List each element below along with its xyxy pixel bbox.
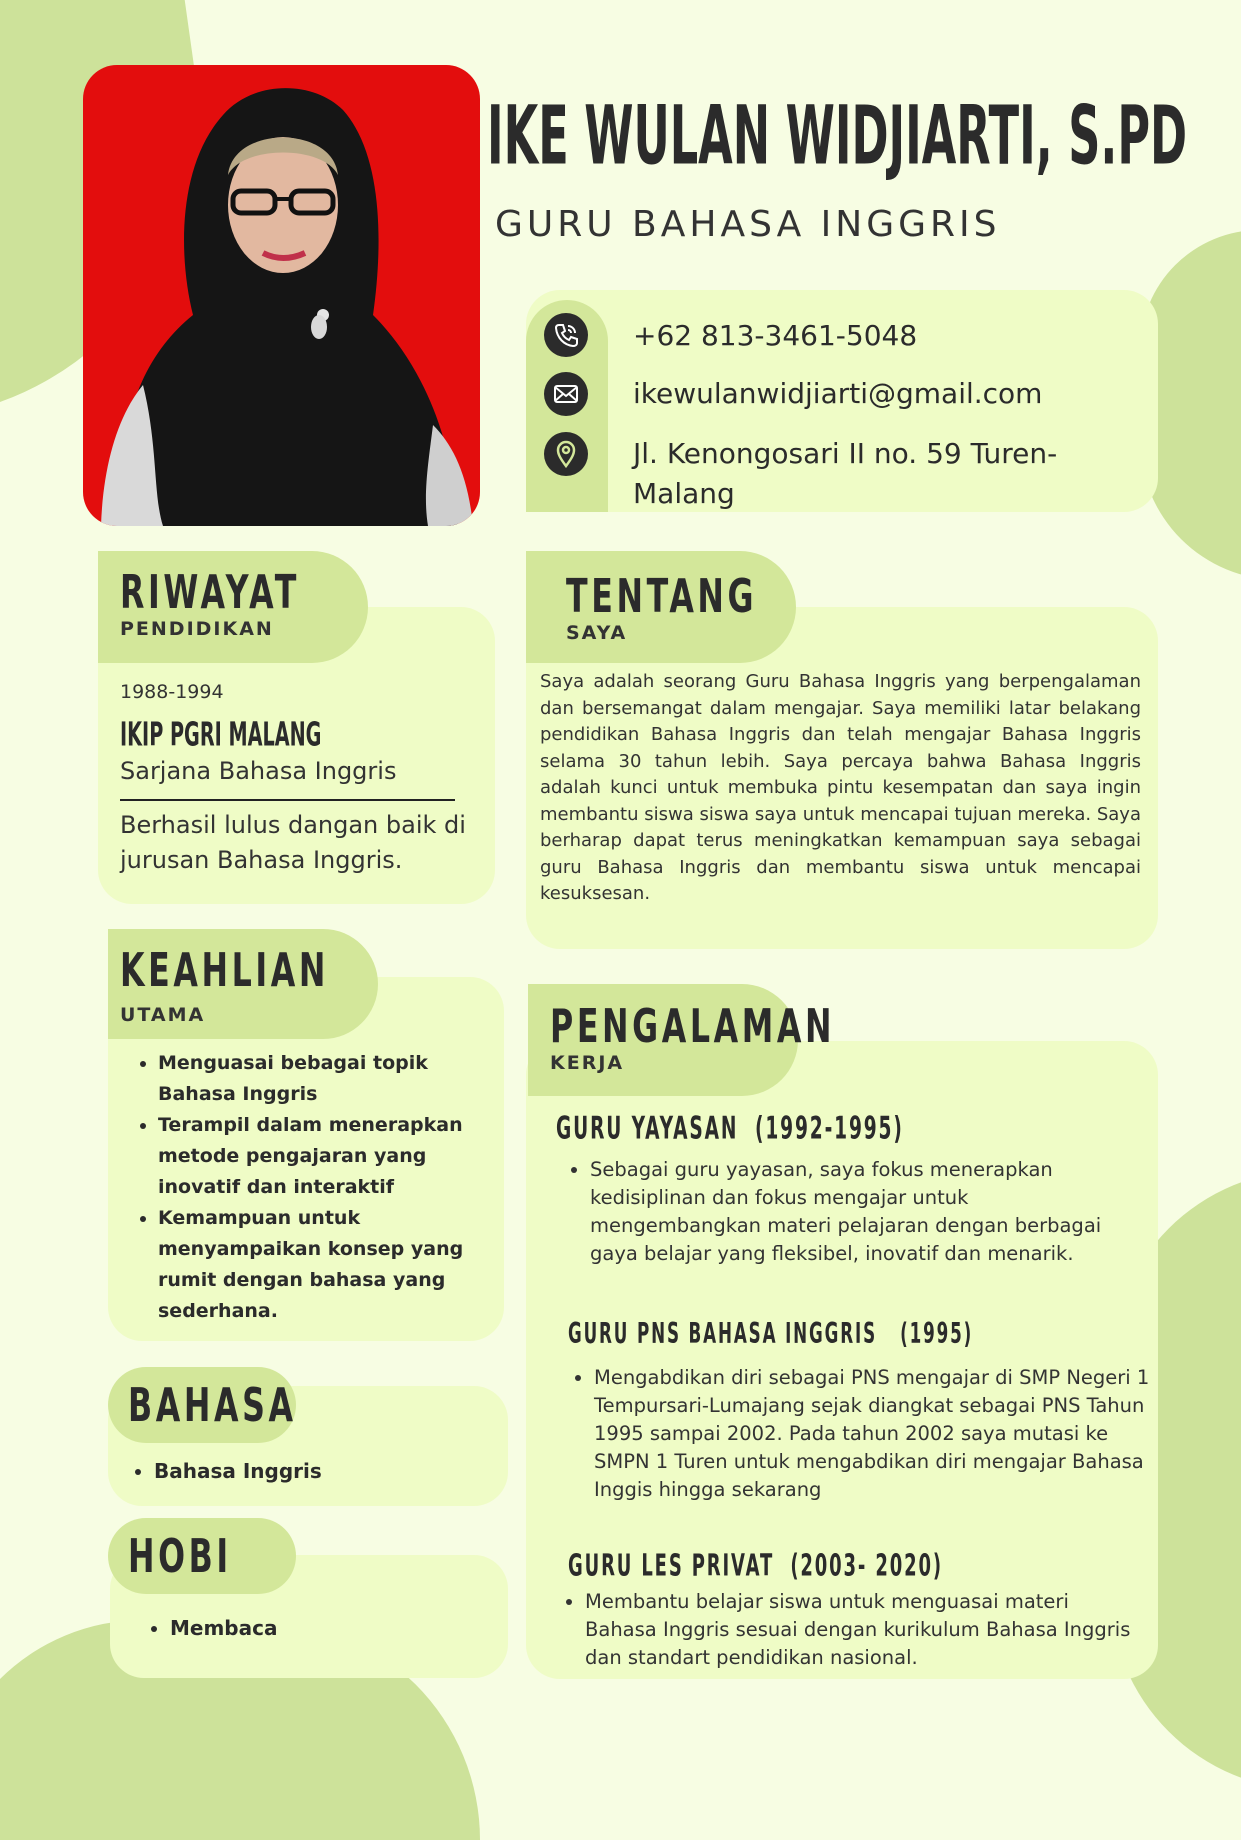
hobbies-heading: HOBI [128,1530,232,1584]
location-pin-icon [544,432,588,476]
languages-list [132,1459,322,1483]
job-title: GURU BAHASA INGGRIS [495,204,1001,245]
skill-item: • Menguasai bebagai topik Bahasa Inggris [158,1048,506,1110]
about-subheading: SAYA [566,622,628,644]
about-text: Saya adalah seorang Guru Bahasa Inggris yang berpengalaman dan bersemangat dalam mengajar. Saya memiliki latar belakang pendidikan Bahasa Inggris dan telah mengajar Bahasa Inggris selama 30 tahun lebih. Saya percaya bahwa Bahasa Inggris adalah kunci untuk membuka pintu kesempatan dan saya ingin membantu siswa siswa saya untuk mencapai tujuan mereka. Saya berharap dapat terus meningkatkan kemampuan saya sebagai guru Bahasa Inggris dan membantu siswa untuk mencapai kesuksesan. [540,671,1141,904]
job-title: GURU LES PRIVAT (2003- 2020) [568,1547,943,1583]
skills-subheading: UTAMA [120,1004,206,1026]
about-heading: TENTANG [566,570,758,624]
profile-photo [83,65,480,526]
job-description: • Mengabdikan diri sebagai PNS mengajar di SMP Negeri 1 Tempursari-Lumajang sejak diangkat sebagai PNS Tahun 1995 sampai 2002. Pada tahun 2002 saya mutasi ke SMPN 1 Turen untuk mengabdikan diri mengajar Bahasa Inggis hingga sekarang [594,1364,1154,1504]
education-years: 1988-1994 [120,681,224,703]
skills-heading: KEAHLIAN [120,944,330,998]
education-school: IKIP PGRI MALANG [120,716,322,754]
mail-icon [544,372,588,416]
education-heading: RIWAYAT [120,566,300,620]
address-line-1: Jl. Kenongosari II no. 59 Turen- [633,437,1058,470]
job-title: GURU PNS BAHASA INGGRIS (1995) [568,1318,974,1351]
education-divider [120,799,455,801]
education-note-line-2: jurusan Bahasa Inggris. [120,846,403,874]
phone-number[interactable]: +62 813-3461-5048 [633,319,918,352]
phone-icon [544,313,588,357]
education-subheading: PENDIDIKAN [120,618,274,640]
job-description-list [563,1588,1145,1672]
languages-heading: BAHASA [128,1379,297,1433]
hobby-item: • Membaca [170,1616,277,1640]
education-degree: Sarjana Bahasa Inggris [120,757,397,785]
hobbies-list [148,1616,277,1640]
job-description: • Sebagai guru yayasan, saya fokus menerapkan kedisiplinan dan fokus mengajar untuk mengembangkan materi pelajaran dengan berbagai gaya belajar yang fleksibel, inovatif dan menarik. [590,1156,1135,1268]
job-description: • Membantu belajar siswa untuk menguasai materi Bahasa Inggris sesuai dengan kurikulum Bahasa Inggris dan standart pendidikan nasional. [585,1588,1145,1672]
person-portrait-illustration [83,65,480,526]
skills-list [136,1048,506,1327]
name-heading: IKE WULAN WIDJIARTI, S.PD [487,88,1188,183]
address-line-2: Malang [633,477,735,510]
job-description-list [572,1364,1154,1504]
job-description-list [568,1156,1135,1268]
experience-subheading: KERJA [550,1052,625,1074]
skill-item: • Terampil dalam menerapkan metode pengajaran yang inovatif dan interaktif [158,1110,506,1203]
skill-item: • Kemampuan untuk menyampaikan konsep yang rumit dengan bahasa yang sederhana. [158,1203,506,1327]
job-title: GURU YAYASAN (1992-1995) [556,1110,904,1147]
language-item: • Bahasa Inggris [154,1459,322,1483]
email-address[interactable]: ikewulanwidjiarti@gmail.com [633,377,1043,410]
experience-heading: PENGALAMAN [550,1000,836,1054]
education-note-line-1: Berhasil lulus dangan baik di [120,811,466,839]
